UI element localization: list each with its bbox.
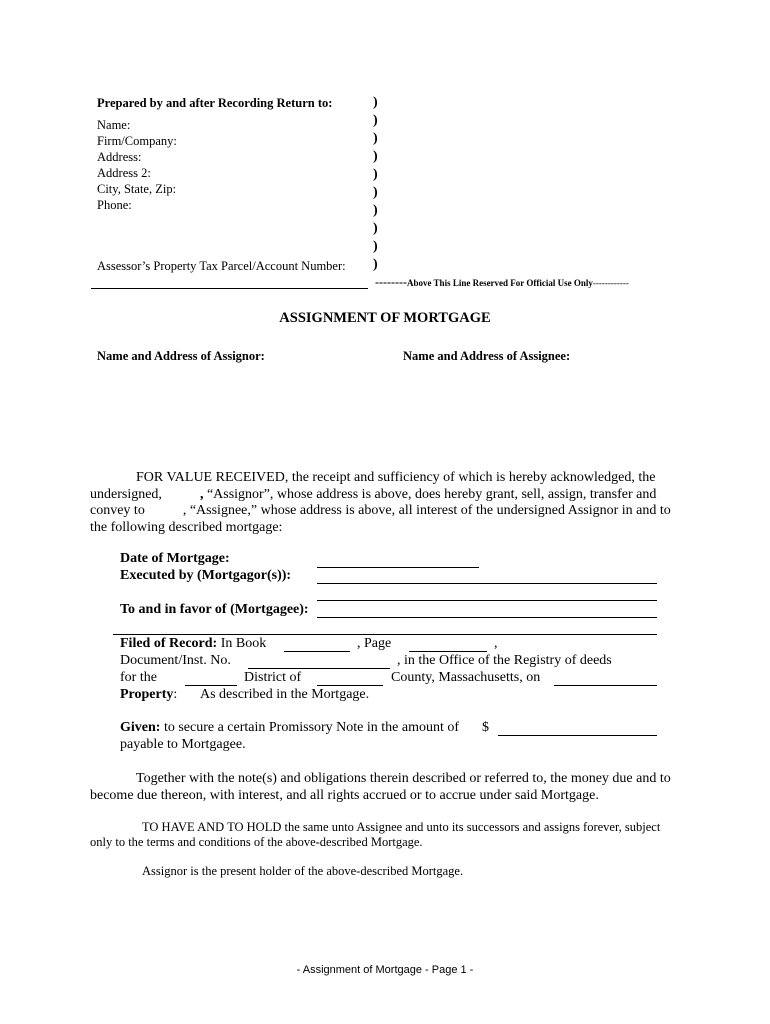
district-of-label: District of: [244, 670, 302, 685]
habendum-line-2: only to the terms and conditions of the above-described Mortgage.: [90, 835, 423, 849]
firm-field-label: Firm/Company:: [97, 134, 177, 148]
parcel-number-line[interactable]: [91, 288, 368, 289]
registry-text: , in the Office of the Registry of deeds: [397, 653, 612, 668]
official-use-notice: --------Above This Line Reserved For Official Use Only------------: [375, 275, 629, 289]
bracket-paren: ): [373, 203, 378, 218]
dollar-sign: $: [482, 720, 489, 735]
mortgagee-line[interactable]: [317, 617, 657, 618]
mortgagor-line-2[interactable]: [317, 600, 657, 601]
assessor-parcel-label: Assessor’s Property Tax Parcel/Account Number:: [97, 259, 346, 273]
bracket-paren: ): [373, 113, 378, 128]
mortgagee-label: To and in favor of (Mortgagee):: [120, 602, 309, 617]
given-row: Given: to secure a certain Promissory Note in the amount of: [120, 720, 460, 735]
recording-date-line[interactable]: [554, 685, 657, 686]
mortgagee-line-2[interactable]: [113, 634, 657, 635]
bracket-paren: ): [373, 149, 378, 164]
bracket-paren: ): [373, 239, 378, 254]
bracket-paren: ): [373, 95, 378, 110]
property-row: Property:: [120, 687, 178, 702]
bracket-paren: ): [373, 257, 378, 272]
address-field-label: Address:: [97, 150, 142, 164]
filed-of-record-row: Filed of Record: In Book: [120, 636, 267, 651]
document-title: ASSIGNMENT OF MORTGAGE: [279, 310, 491, 326]
payable-text: payable to Mortgagee.: [120, 737, 246, 752]
city-state-zip-field-label: City, State, Zip:: [97, 182, 177, 196]
document-number-line[interactable]: [248, 668, 390, 669]
assignor-label: Name and Address of Assignor:: [97, 349, 265, 363]
registry-district-line[interactable]: [185, 685, 237, 686]
habendum-line-1: TO HAVE AND TO HOLD the same unto Assignee and unto its successors and assigns forever, subject: [142, 820, 661, 834]
executed-by-label: Executed by (Mortgagor(s)):: [120, 568, 292, 583]
property-value: As described in the Mortgage.: [200, 687, 370, 702]
document-number-label: Document/Inst. No.: [120, 653, 231, 668]
name-field-label: Name:: [97, 118, 131, 132]
page-number-line[interactable]: [409, 651, 487, 652]
county-text: County, Massachusetts, on: [391, 670, 541, 685]
consideration-paragraph: FOR VALUE RECEIVED, the receipt and sufficiency of which is hereby acknowledged, the undersigned, , “Assignor”, whose address is above, does hereby grant, sell, assign, transfer and convey to , “Assignee,” whose address is above, all interest of the undersigned Assignor in and to the following described mortgage:: [90, 470, 671, 535]
date-of-mortgage-label: Date of Mortgage:: [120, 551, 230, 566]
book-number-line[interactable]: [284, 651, 350, 652]
page-label: , Page: [357, 636, 392, 651]
assignee-label: Name and Address of Assignee:: [403, 349, 571, 363]
date-of-mortgage-line[interactable]: [317, 567, 479, 568]
mortgagor-line[interactable]: [317, 583, 657, 584]
page-comma: ,: [494, 636, 498, 651]
bracket-paren: ): [373, 221, 378, 236]
prepared-by-heading: Prepared by and after Recording Return to:: [97, 96, 333, 110]
bracket-paren: ): [373, 167, 378, 182]
bracket-paren: ): [373, 131, 378, 146]
holder-statement: Assignor is the present holder of the above-described Mortgage.: [142, 864, 464, 878]
page-footer: - Assignment of Mortgage - Page 1 -: [296, 964, 474, 976]
note-amount-line[interactable]: [498, 735, 657, 736]
phone-field-label: Phone:: [97, 198, 132, 212]
bracket-paren: ): [373, 185, 378, 200]
for-the-label: for the: [120, 670, 157, 685]
county-line[interactable]: [317, 685, 383, 686]
address2-field-label: Address 2:: [97, 166, 151, 180]
together-paragraph: Together with the note(s) and obligations therein described or referred to, the money due and to become due thereon, with interest, and all rights accrued or to accrue under said Mortgage.: [90, 771, 671, 803]
